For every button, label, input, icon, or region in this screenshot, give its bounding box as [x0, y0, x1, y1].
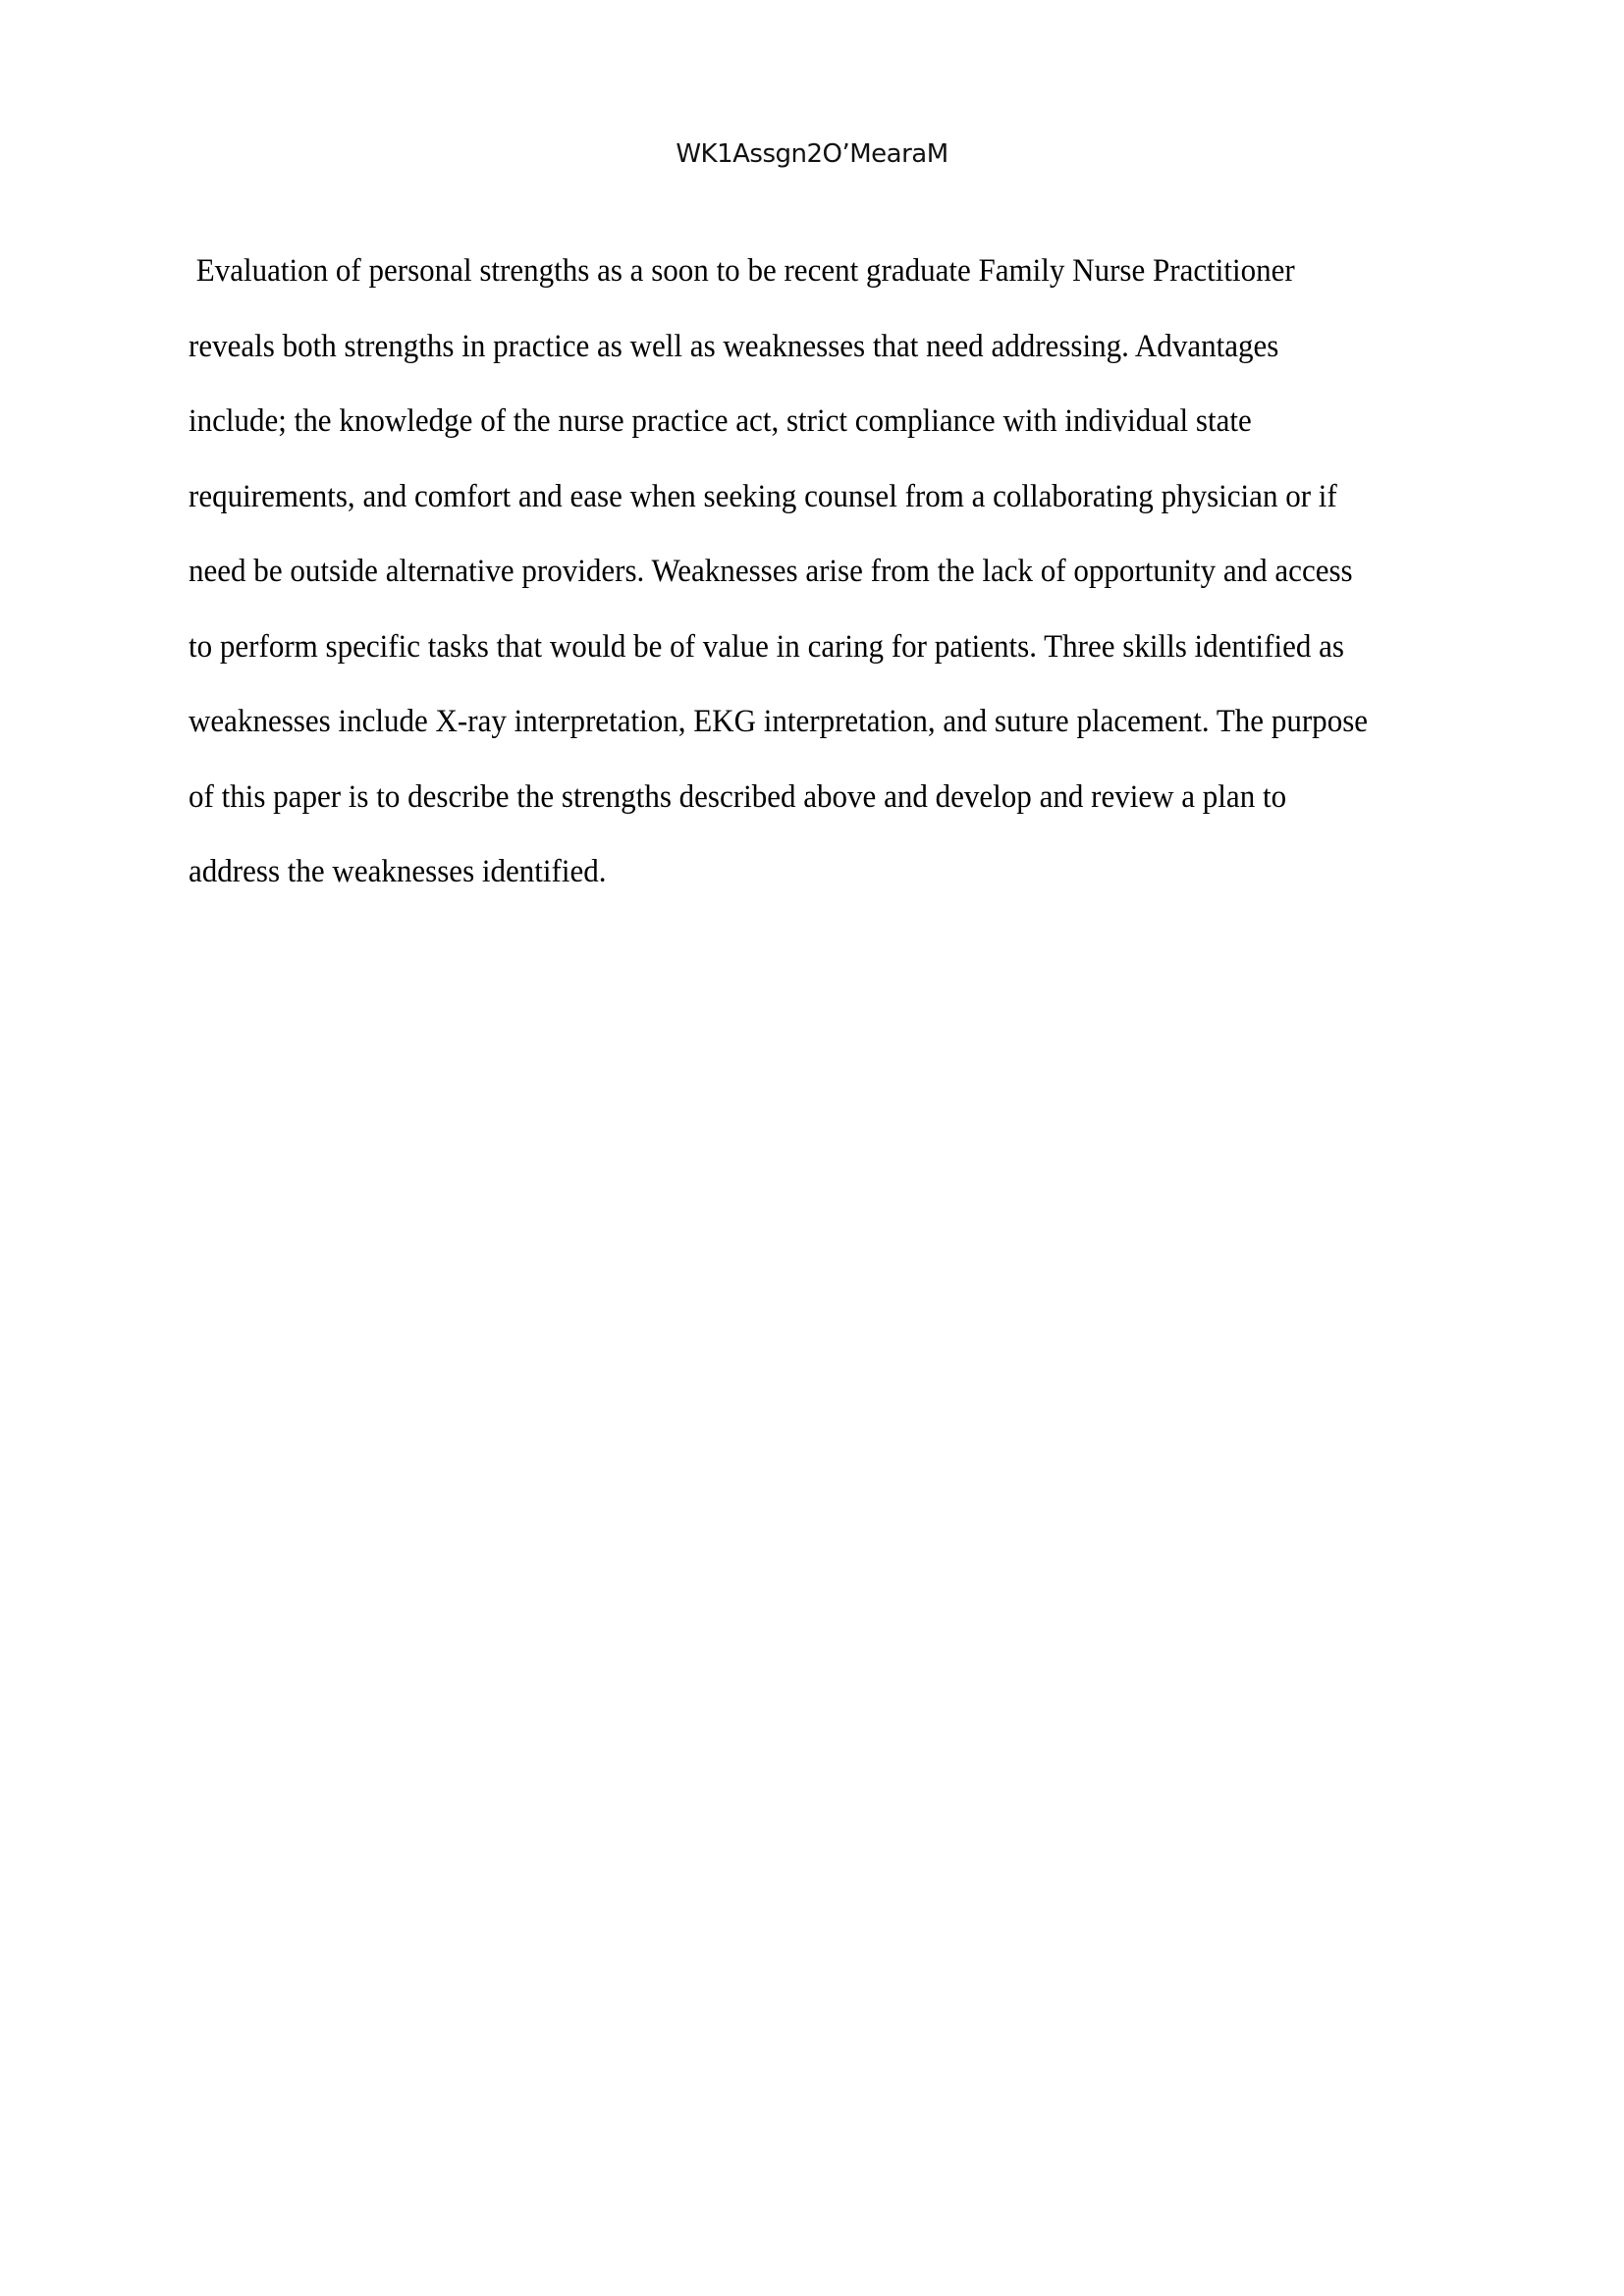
paragraph-line: requirements, and comfort and ease when seeking counsel from a collaborating physician or if	[189, 478, 1337, 514]
paragraph-line: need be outside alternative providers. Weaknesses arise from the lack of opportunity and access	[189, 554, 1353, 589]
page-header-title: WK1Assgn2O’MearaM	[676, 139, 948, 169]
paragraph-line: Evaluation of personal strengths as a soon to be recent graduate Family Nurse Practitioner	[189, 253, 1295, 289]
body-paragraph	[189, 234, 1485, 910]
paragraph-line: include; the knowledge of the nurse practice act, strict compliance with individual state	[189, 403, 1252, 439]
paragraph-line: address the weaknesses identified.	[189, 854, 607, 889]
paragraph-line: of this paper is to describe the strengths described above and develop and review a plan to	[189, 778, 1287, 815]
paragraph-line: to perform specific tasks that would be of value in caring for patients. Three skills identified as	[189, 628, 1344, 665]
paragraph-line: reveals both strengths in practice as well as weaknesses that need addressing. Advantages	[189, 328, 1279, 364]
paragraph-line: weaknesses include X-ray interpretation, EKG interpretation, and suture placement. The purpose	[189, 704, 1369, 739]
